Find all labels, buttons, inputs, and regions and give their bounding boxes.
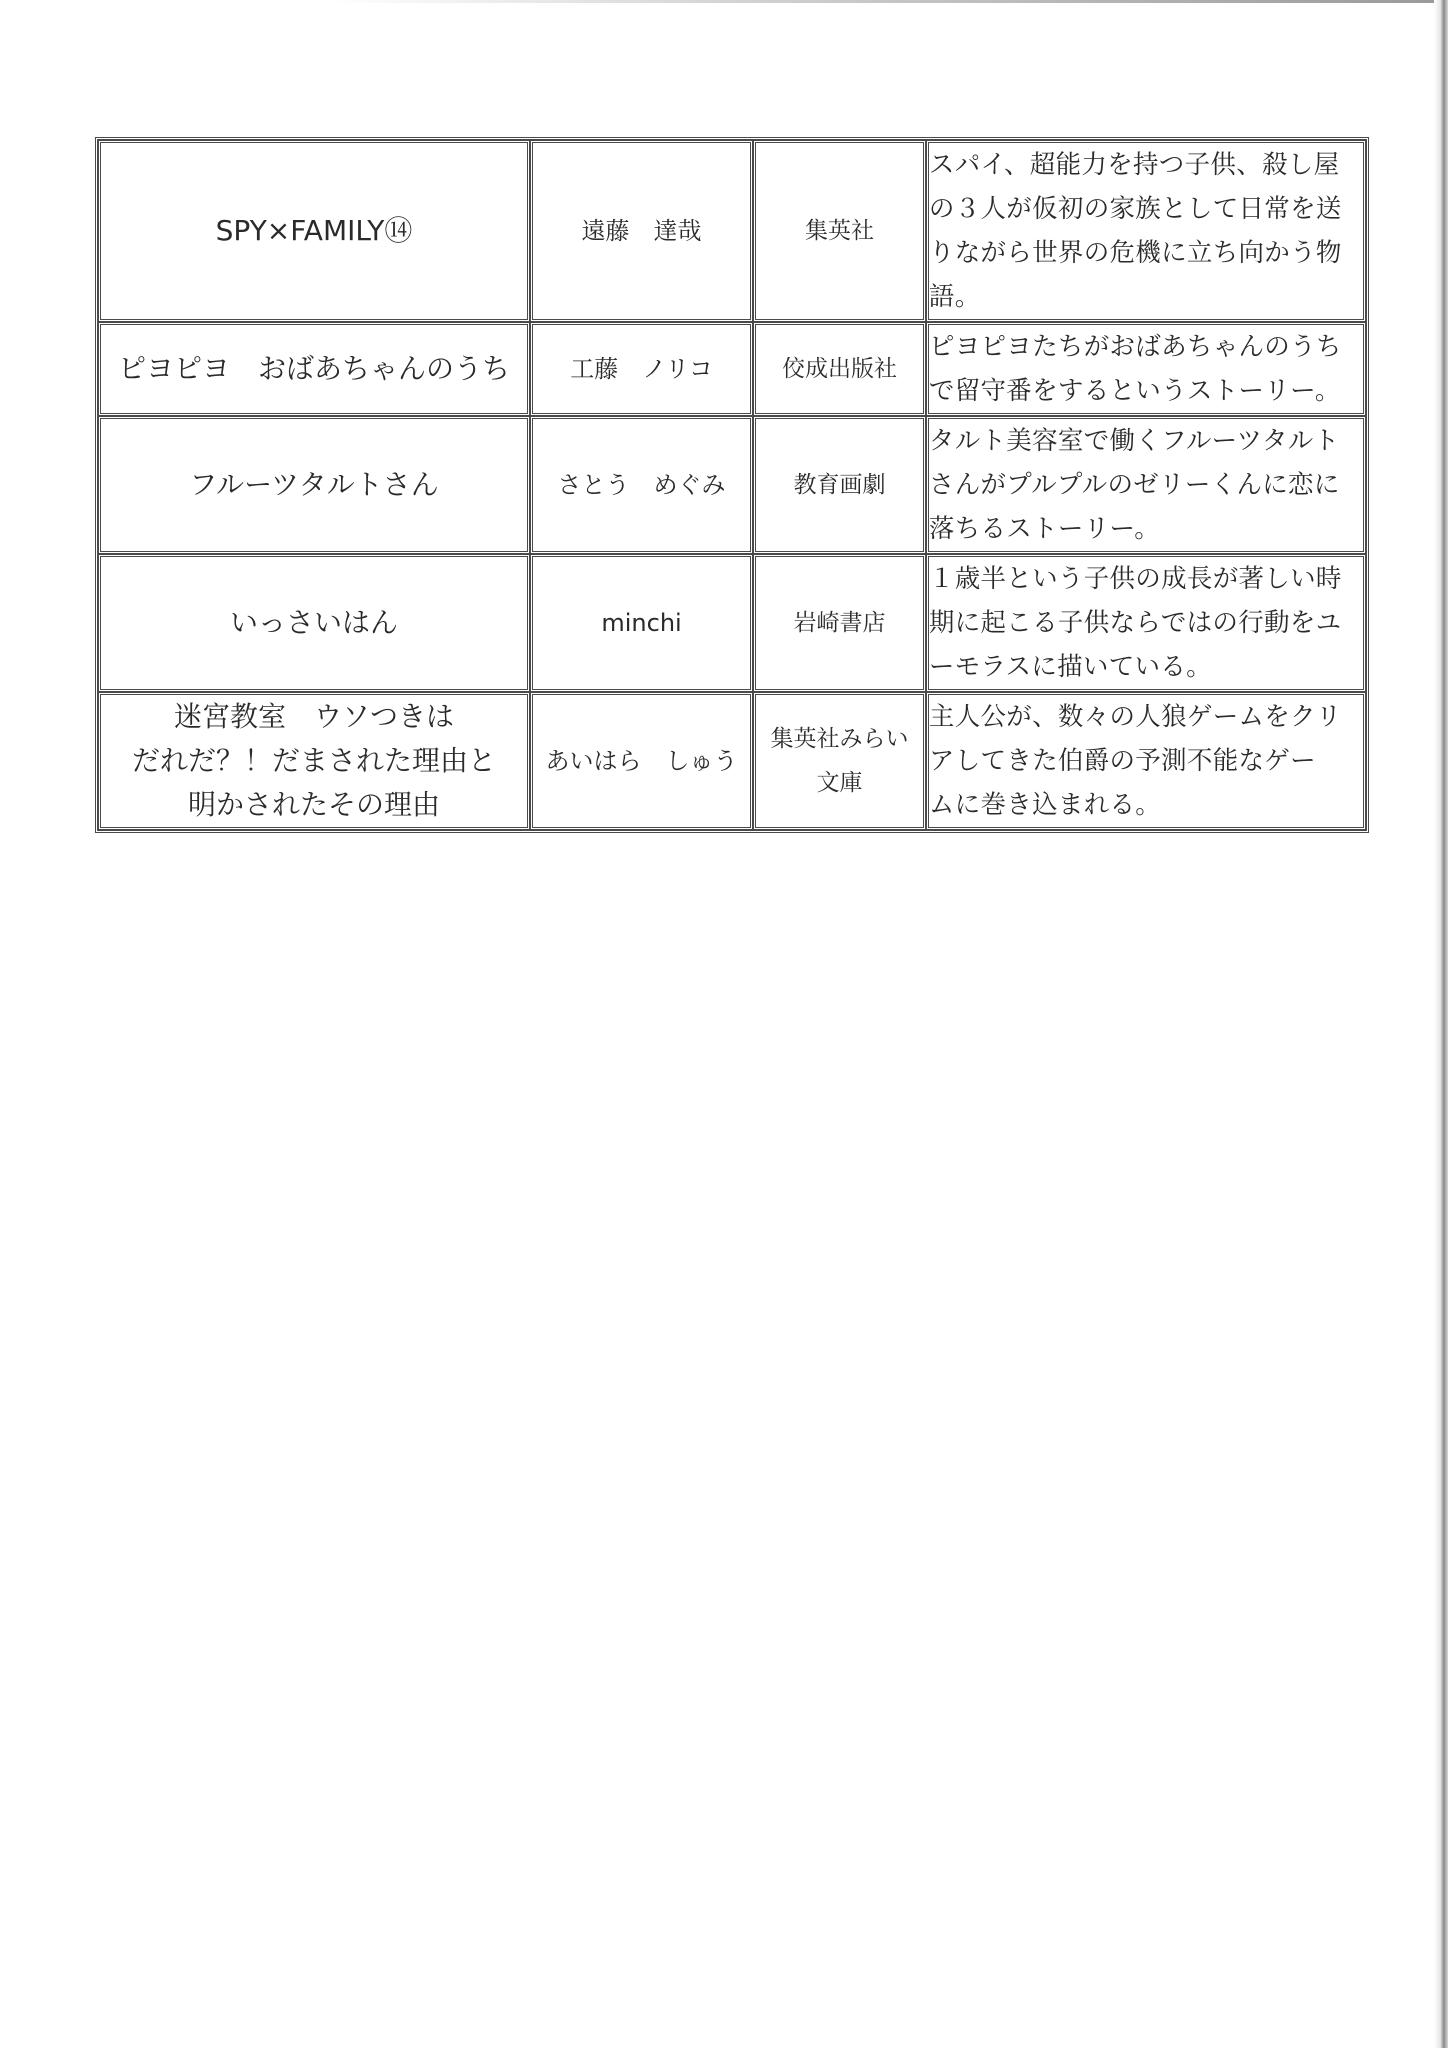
book-title-line: 明かされたその理由 bbox=[188, 788, 441, 821]
book-summary-line: 語。 bbox=[928, 282, 981, 312]
table-row bbox=[98, 692, 1366, 830]
table-row bbox=[98, 554, 1366, 692]
book-summary-line: ーモラスに描いている。 bbox=[928, 652, 1212, 682]
book-list-table bbox=[95, 137, 1369, 833]
book-title-line: だれだ？！だまされた理由と bbox=[132, 744, 497, 777]
book-summary-line: りながら世界の危機に立ち向かう物 bbox=[928, 238, 1342, 268]
book-title-cell bbox=[98, 322, 530, 416]
book-summary-cell bbox=[926, 554, 1366, 692]
book-summary-line: スパイ、超能力を持つ子供、殺し屋 bbox=[928, 150, 1340, 180]
book-author-line: あいはら しゅう bbox=[545, 747, 738, 775]
book-title-cell bbox=[98, 692, 530, 830]
book-author-cell bbox=[530, 322, 753, 416]
book-publisher-line: 佼成出版社 bbox=[781, 356, 897, 382]
book-summary-cell bbox=[926, 140, 1366, 322]
book-author-cell bbox=[530, 692, 753, 830]
book-author-cell bbox=[530, 140, 753, 322]
book-publisher-line: 教育画劇 bbox=[793, 472, 886, 498]
book-summary-line: で留守番をするというストーリー。 bbox=[928, 376, 1341, 406]
book-publisher-line: 集英社 bbox=[804, 218, 874, 244]
book-summary-line: 落ちるストーリー。 bbox=[928, 514, 1161, 544]
book-summary-line: ムに巻き込まれる。 bbox=[928, 790, 1162, 820]
book-title-line: ピヨピヨ おばあちゃんのうち bbox=[118, 352, 511, 385]
book-summary-line: 主人公が、数々の人狼ゲームをクリ bbox=[928, 702, 1342, 732]
table-row bbox=[98, 140, 1366, 322]
book-summary-cell bbox=[926, 322, 1366, 416]
book-publisher-cell bbox=[753, 322, 926, 416]
book-publisher-cell bbox=[753, 416, 926, 554]
book-summary-line: ピヨピヨたちがおばあちゃんのうち bbox=[928, 332, 1342, 362]
book-title-line: いっさいはん bbox=[230, 606, 399, 639]
book-summary-line: １歳半という子供の成長が著しい時 bbox=[928, 564, 1342, 594]
table-row bbox=[98, 416, 1366, 554]
book-publisher-line: 文庫 bbox=[816, 770, 863, 796]
book-title-cell bbox=[98, 416, 530, 554]
book-summary-line: さんがプルプルのゼリーくんに恋に bbox=[928, 470, 1340, 500]
book-author-cell bbox=[530, 416, 753, 554]
book-summary-line: アしてきた伯爵の予測不能なゲー bbox=[928, 746, 1316, 776]
book-author-line: minchi bbox=[601, 609, 682, 637]
book-publisher-line: 集英社みらい bbox=[770, 726, 909, 752]
book-summary-line: 期に起こる子供ならではの行動をユ bbox=[928, 608, 1342, 638]
book-author-line: 工藤 ノリコ bbox=[570, 355, 713, 383]
scan-edge-top bbox=[330, 0, 1434, 3]
scan-edge-right bbox=[1434, 0, 1448, 2048]
table-row bbox=[98, 322, 1366, 416]
book-author-line: 遠藤 達哉 bbox=[581, 217, 702, 245]
book-summary-line: タルト美容室で働くフルーツタルト bbox=[928, 426, 1340, 456]
book-author-cell bbox=[530, 554, 753, 692]
book-title-cell bbox=[98, 140, 530, 322]
book-publisher-line: 岩崎書店 bbox=[793, 610, 886, 636]
book-title-line: 迷宮教室 ウソつきは bbox=[174, 700, 455, 733]
book-author-line: さとう めぐみ bbox=[557, 471, 726, 499]
book-publisher-cell bbox=[753, 692, 926, 830]
book-title-line: フルーツタルトさん bbox=[189, 468, 439, 501]
book-summary-cell bbox=[926, 416, 1366, 554]
book-publisher-cell bbox=[753, 554, 926, 692]
book-title-line: SPY×FAMILY⑭ bbox=[215, 214, 413, 247]
book-summary-cell bbox=[926, 692, 1366, 830]
book-title-cell bbox=[98, 554, 530, 692]
book-publisher-cell bbox=[753, 140, 926, 322]
book-summary-line: の３人が仮初の家族として日常を送 bbox=[928, 194, 1342, 224]
